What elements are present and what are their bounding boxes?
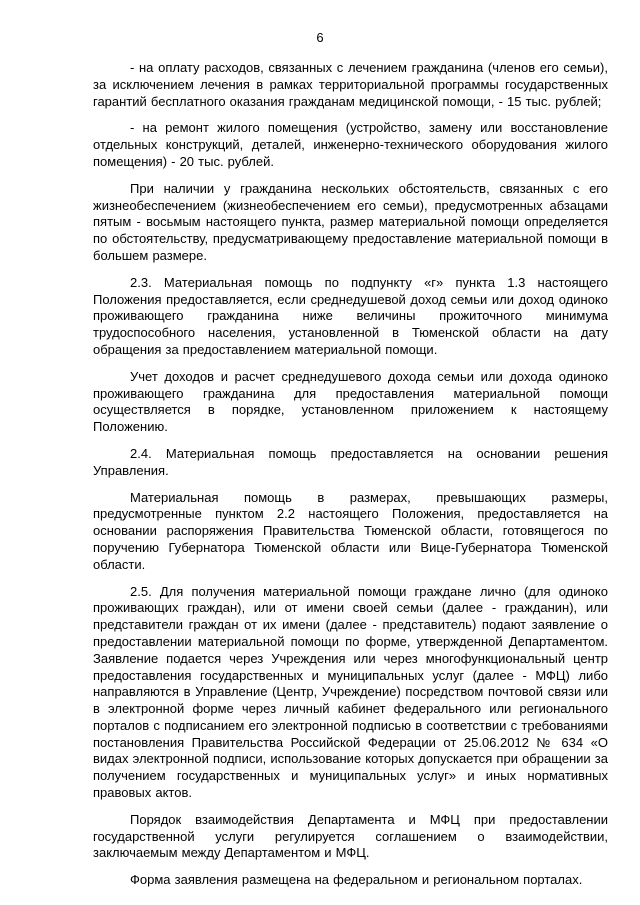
paragraph-2-4: 2.4. Материальная помощь предоставляется на основании решения Управления.	[93, 445, 608, 478]
paragraph-medical-treatment: - на оплату расходов, связанных с лечением гражданина (членов его семьи), за исключением лечения в рамках территориальной программы государственных гарантий бесплатного оказания гражданам медицинской помощи, - 15 тыс. рублей;	[93, 60, 608, 109]
paragraph-2-5: 2.5. Для получения материальной помощи граждане лично (для одиноко проживающих граждан), или от имени своей семьи (далее - гражданин), или представители граждан от их имени (далее - представитель) подают заявление о предоставлении материальной помощи по форме, утвержденной Департаментом. Заявление подается через Учреждения или через многофункциональный центр предоставления государственных и муниципальных услуг (далее - МФЦ) либо направляются в Управление (Центр, Учреждение) посредством почтовой связи или в электронной форме через личный кабинет федерального или регионального порталов с подписанием его электронной подписью в соответствии с требованиями постановления Правительства Российской Федерации от 25.06.2012 № 634 «О видах электронной подписи, использование которых допускается при обращении за получением государственных и муниципальных услуг» и иных нормативных правовых актов.	[93, 583, 608, 801]
paragraph-2-3: 2.3. Материальная помощь по подпункту «г» пункта 1.3 настоящего Положения предоставляется, если среднедушевой доход семьи или доход одиноко проживающего гражданина ниже величины прожиточного минимума трудоспособного населения, установленной в Тюменской области на дату обращения за предоставлением материальной помощи.	[93, 274, 608, 357]
page-number: 6	[316, 30, 324, 45]
paragraph-income-accounting: Учет доходов и расчет среднедушевого дохода семьи или дохода одиноко проживающего гражданина для предоставления материальной помощи осуществляется в порядке, установленном приложением к настоящему Положению.	[93, 368, 608, 435]
paragraph-housing-repair: - на ремонт жилого помещения (устройство, замену или восстановление отдельных конструкций, деталей, инженерно-технического оборудования жилого помещения) - 20 тыс. рублей.	[93, 120, 608, 169]
document-body	[93, 60, 608, 899]
paragraph-application-form: Форма заявления размещена на федеральном и региональном порталах.	[130, 872, 583, 888]
paragraph-multiple-circumstances: При наличии у гражданина нескольких обстоятельств, связанных с его жизнеобеспечением (жизнеобеспечением его семьи), предусмотренных абзацами пятым - восьмым настоящего пункта, размер материальной помощи определяется по обстоятельству, предусматривающему предоставление материальной помощи в большем размере.	[93, 180, 608, 263]
paragraph-mfc-interaction: Порядок взаимодействия Департамента и МФЦ при предоставлении государственной услуги регулируется соглашением о взаимодействии, заключаемым между Департаментом и МФЦ.	[93, 811, 608, 861]
paragraph-excess-amounts: Материальная помощь в размерах, превышающих размеры, предусмотренные пунктом 2.2 настоящего Положения, предоставляется на основании распоряжения Правительства Тюменской области, готовящегося по поручению Губернатора Тюменской области или Вице-Губернатора Тюменской области.	[93, 489, 608, 572]
